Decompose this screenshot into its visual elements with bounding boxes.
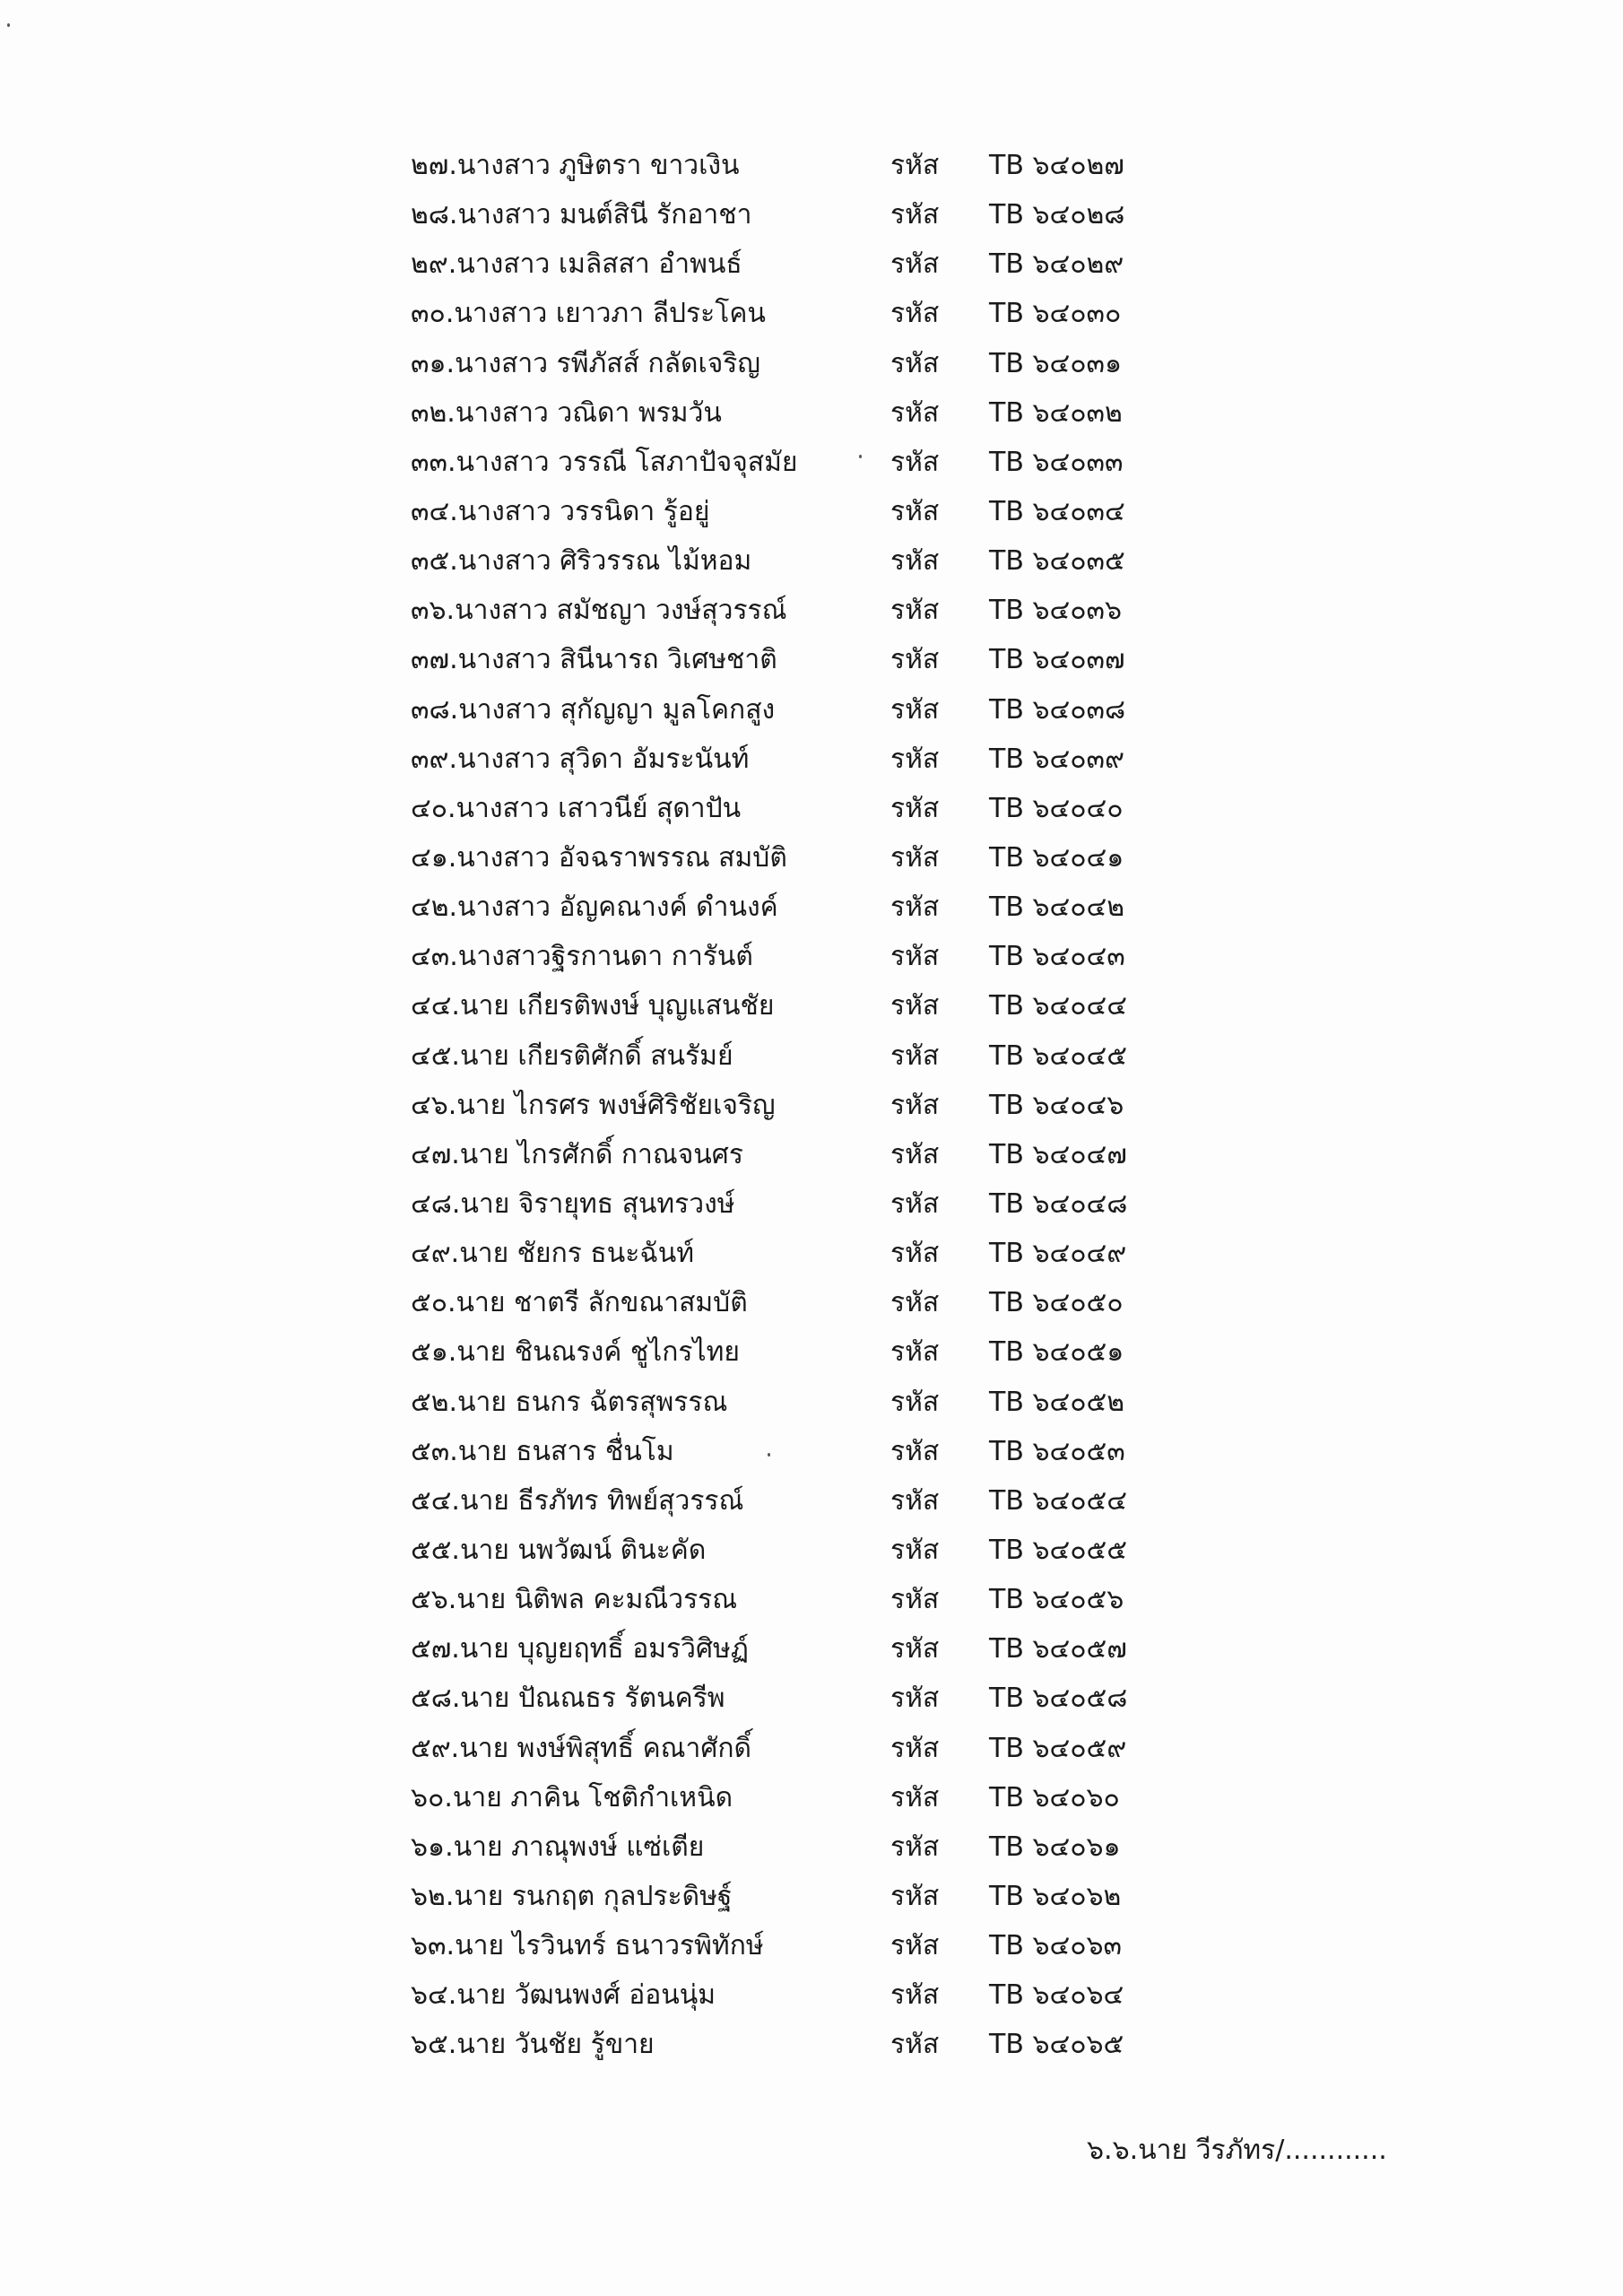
student-name: ๒๗.นางสาว ภูษิตรา ขาวเงิน [411,150,740,181]
student-name: ๔๒.นางสาว อัญคณางค์ ดำนงค์ [411,891,778,924]
list-item [411,981,1307,1031]
list-item [411,388,1307,438]
list-item [411,1229,1307,1278]
code-label: รหัส [890,1138,940,1170]
list-item [411,1476,1307,1526]
student-name: ๔๙.นาย ชัยกร ธนะฉันท์ [411,1238,695,1270]
code-label: รหัส [890,199,940,231]
list-item [411,190,1307,239]
student-code: TB ๖๔๐๔๙ [989,1238,1127,1270]
student-code: TB ๖๔๐๒๙ [989,248,1124,281]
list-item [411,1674,1307,1723]
student-name: ๔๗.นาย ไกรศักดิ์ กาณจนศร [411,1138,743,1170]
student-name: ๖๓.นาย ไรวินทร์ ธนาวรพิทักษ์ [411,1930,764,1962]
list-item [411,1921,1307,1970]
list-item [411,1327,1307,1377]
student-name: ๓๘.นางสาว สุกัญญา มูลโคกสูง [411,693,776,726]
student-code: TB ๖๔๐๕๓ [989,1435,1125,1467]
list-item [411,1575,1307,1624]
code-label: รหัส [890,990,940,1022]
list-item [411,1624,1307,1674]
code-label: รหัส [890,644,940,676]
code-label: รหัส [890,1930,940,1962]
code-label: รหัส [890,743,940,775]
student-code: TB ๖๔๐๔๔ [989,990,1127,1022]
student-code: TB ๖๔๐๕๔ [989,1484,1127,1517]
student-code: TB ๖๔๐๕๗ [989,1633,1127,1665]
list-item [411,487,1307,536]
student-code: TB ๖๔๐๕๘ [989,1683,1128,1715]
list-item [411,438,1307,487]
student-name: ๖๐.นาย ภาคิน โชติกำเหนิด [411,1781,733,1813]
student-name: ๓๒.นางสาว วณิดา พรมวัน [411,396,722,429]
code-label: รหัส [890,248,940,281]
code-label: รหัส [890,1039,940,1072]
code-label: รหัส [890,1683,940,1715]
student-name: ๖๑.นาย ภาณุพงษ์ แซ่เตีย [411,1831,705,1863]
list-item [411,1822,1307,1872]
student-code: TB ๖๔๐๔๒ [989,891,1124,924]
code-label: รหัส [890,1732,940,1764]
student-code: TB ๖๔๐๕๕ [989,1534,1127,1566]
student-name: ๕๑.นาย ชินณรงค์ ชูไกรไทย [411,1336,740,1369]
code-label: รหัส [890,1880,940,1912]
student-code: TB ๖๔๐๓๓ [989,446,1124,478]
student-code: TB ๖๔๐๔๓ [989,941,1125,973]
list-item [411,1427,1307,1476]
student-name: ๖๕.นาย วันชัย รู้ขาย [411,2029,655,2061]
code-label: รหัส [890,1386,940,1418]
student-name: ๔๔.นาย เกียรติพงษ์ บุญแสนชัย [411,990,775,1022]
student-list [411,141,1307,2069]
student-name: ๕๕.นาย นพวัฒน์ ตินะคัด [411,1534,707,1566]
code-label: รหัส [890,446,940,478]
code-label: รหัส [890,545,940,578]
code-label: รหัส [890,1287,940,1319]
student-name: ๓๑.นางสาว รพีภัสส์ กลัดเจริญ [411,347,760,379]
list-item [411,141,1307,190]
list-item [411,586,1307,635]
list-item [411,2020,1307,2069]
code-label: รหัส [890,1534,940,1566]
student-code: TB ๖๔๐๕๑ [989,1336,1124,1369]
list-item [411,784,1307,833]
student-code: TB ๖๔๐๔๕ [989,1039,1127,1072]
code-label: รหัส [890,396,940,429]
student-code: TB ๖๔๐๖๓ [989,1930,1123,1962]
student-name: ๓๙.นางสาว สุวิดา อัมระนันท์ [411,743,750,775]
code-label: รหัส [890,1633,940,1665]
list-item [411,735,1307,784]
list-item [411,1378,1307,1427]
student-name: ๔๐.นางสาว เสาวนีย์ สุดาปัน [411,792,742,824]
code-label: รหัส [890,1484,940,1517]
list-item [411,339,1307,388]
student-name: ๔๓.นางสาวฐิรกานดา การันต์ [411,941,753,973]
code-label: รหัส [890,1979,940,2012]
student-code: TB ๖๔๐๓๐ [989,298,1122,330]
student-name: ๔๕.นาย เกียรติศักดิ์ สนรัมย์ [411,1039,733,1072]
student-name: ๕๘.นาย ปัณณธร รัตนครีพ [411,1683,725,1715]
code-label: รหัส [890,1435,940,1467]
student-name: ๕๔.นาย ธีรภัทร ทิพย์สุวรรณ์ [411,1484,744,1517]
student-code: TB ๖๔๐๖๒ [989,1880,1122,1912]
list-item [411,635,1307,684]
list-item [411,1031,1307,1081]
code-label: รหัส [890,595,940,627]
student-name: ๓๗.นางสาว สินีนารถ วิเศษชาติ [411,644,777,676]
code-label: รหัส [890,941,940,973]
student-code: TB ๖๔๐๔๗ [989,1138,1127,1170]
list-item [411,1130,1307,1179]
code-label: รหัส [890,693,940,726]
list-item [411,1278,1307,1327]
code-label: รหัส [890,1831,940,1863]
list-item [411,1081,1307,1130]
code-label: รหัส [890,891,940,924]
student-code: TB ๖๔๐๖๐ [989,1781,1120,1813]
student-code: TB ๖๔๐๓๖ [989,595,1123,627]
student-name: ๕๗.นาย บุญยฤทธิ์ อมรวิศิษฏ์ [411,1633,749,1665]
student-name: ๒๙.นางสาว เมลิสสา อำพนธ์ [411,248,742,281]
code-label: รหัส [890,1238,940,1270]
list-item [411,833,1307,883]
student-name: ๕๖.นาย นิติพล คะมณีวรรณ [411,1584,738,1616]
student-name: ๔๑.นางสาว อัจฉราพรรณ สมบัติ [411,841,787,874]
code-label: รหัส [890,150,940,181]
list-item [411,883,1307,932]
student-code: TB ๖๔๐๔๘ [989,1187,1128,1220]
student-code: TB ๖๔๐๓๗ [989,644,1125,676]
student-code: TB ๖๔๐๓๙ [989,743,1124,775]
list-item [411,1179,1307,1229]
student-code: TB ๖๔๐๖๑ [989,1831,1121,1863]
student-name: ๓๔.นางสาว วรรนิดา รู้อยู่ [411,495,710,527]
list-item [411,1526,1307,1575]
student-name: ๓๖.นางสาว สมัชญา วงษ์สุวรรณ์ [411,595,787,627]
code-label: รหัส [890,1584,940,1616]
student-code: TB ๖๔๐๓๕ [989,545,1125,578]
continuation-note: ๖.๖.นาย วีรภัทร/............ [1087,2135,1387,2166]
code-label: รหัส [890,1781,940,1813]
list-item [411,1773,1307,1822]
student-name: ๕๓.นาย ธนสาร ชื่นโม [411,1435,674,1467]
student-code: TB ๖๔๐๕๒ [989,1386,1124,1418]
student-code: TB ๖๔๐๕๖ [989,1584,1124,1616]
student-name: ๕๐.นาย ชาตรี ลักขณาสมบัติ [411,1287,748,1319]
student-code: TB ๖๔๐๕๙ [989,1732,1127,1764]
student-code: TB ๖๔๐๖๔ [989,1979,1124,2012]
student-code: TB ๖๔๐๓๒ [989,396,1123,429]
code-label: รหัส [890,2029,940,2061]
student-name: ๒๘.นางสาว มนต์สินี รักอาชา [411,199,752,231]
student-name: ๓๕.นางสาว ศิริวรรณ ไม้หอม [411,545,752,578]
student-code: TB ๖๔๐๔๐ [989,792,1124,824]
student-code: TB ๖๔๐๔๖ [989,1089,1124,1121]
student-name: ๕๙.นาย พงษ์พิสุทธิ์ คณาศักดิ์ [411,1732,752,1764]
student-code: TB ๖๔๐๒๘ [989,199,1125,231]
student-name: ๓๓.นางสาว วรรณี โสภาปัจจุสมัย [411,446,798,478]
list-item [411,239,1307,289]
code-label: รหัส [890,841,940,874]
code-label: รหัส [890,1336,940,1369]
list-item [411,1724,1307,1773]
list-item [411,536,1307,586]
code-label: รหัส [890,298,940,330]
list-item [411,1970,1307,2020]
student-code: TB ๖๔๐๖๕ [989,2029,1124,2061]
student-name: ๔๘.นาย จิรายุทธ สุนทรวงษ์ [411,1187,735,1220]
code-label: รหัส [890,1187,940,1220]
code-label: รหัส [890,495,940,527]
student-code: TB ๖๔๐๓๔ [989,495,1125,527]
student-name: ๕๒.นาย ธนกร ฉัตรสุพรรณ [411,1386,728,1418]
student-code: TB ๖๔๐๒๗ [989,150,1124,181]
list-item [411,685,1307,735]
student-code: TB ๖๔๐๕๐ [989,1287,1124,1319]
student-code: TB ๖๔๐๓๑ [989,347,1123,379]
student-name: ๖๒.นาย รนกฤต กุลประดิษฐ์ [411,1880,733,1912]
scan-speck [7,23,10,27]
student-name: ๔๖.นาย ไกรศร พงษ์ศิริชัยเจริญ [411,1089,776,1121]
student-name: ๖๔.นาย วัฒนพงศ์ อ่อนนุ่ม [411,1979,716,2012]
list-item [411,932,1307,981]
student-code: TB ๖๔๐๔๑ [989,841,1124,874]
student-name: ๓๐.นางสาว เยาวภา ลีประโคน [411,298,766,330]
code-label: รหัส [890,1089,940,1121]
list-item [411,289,1307,338]
list-item [411,1872,1307,1921]
code-label: รหัส [890,792,940,824]
student-code: TB ๖๔๐๓๘ [989,693,1126,726]
code-label: รหัส [890,347,940,379]
